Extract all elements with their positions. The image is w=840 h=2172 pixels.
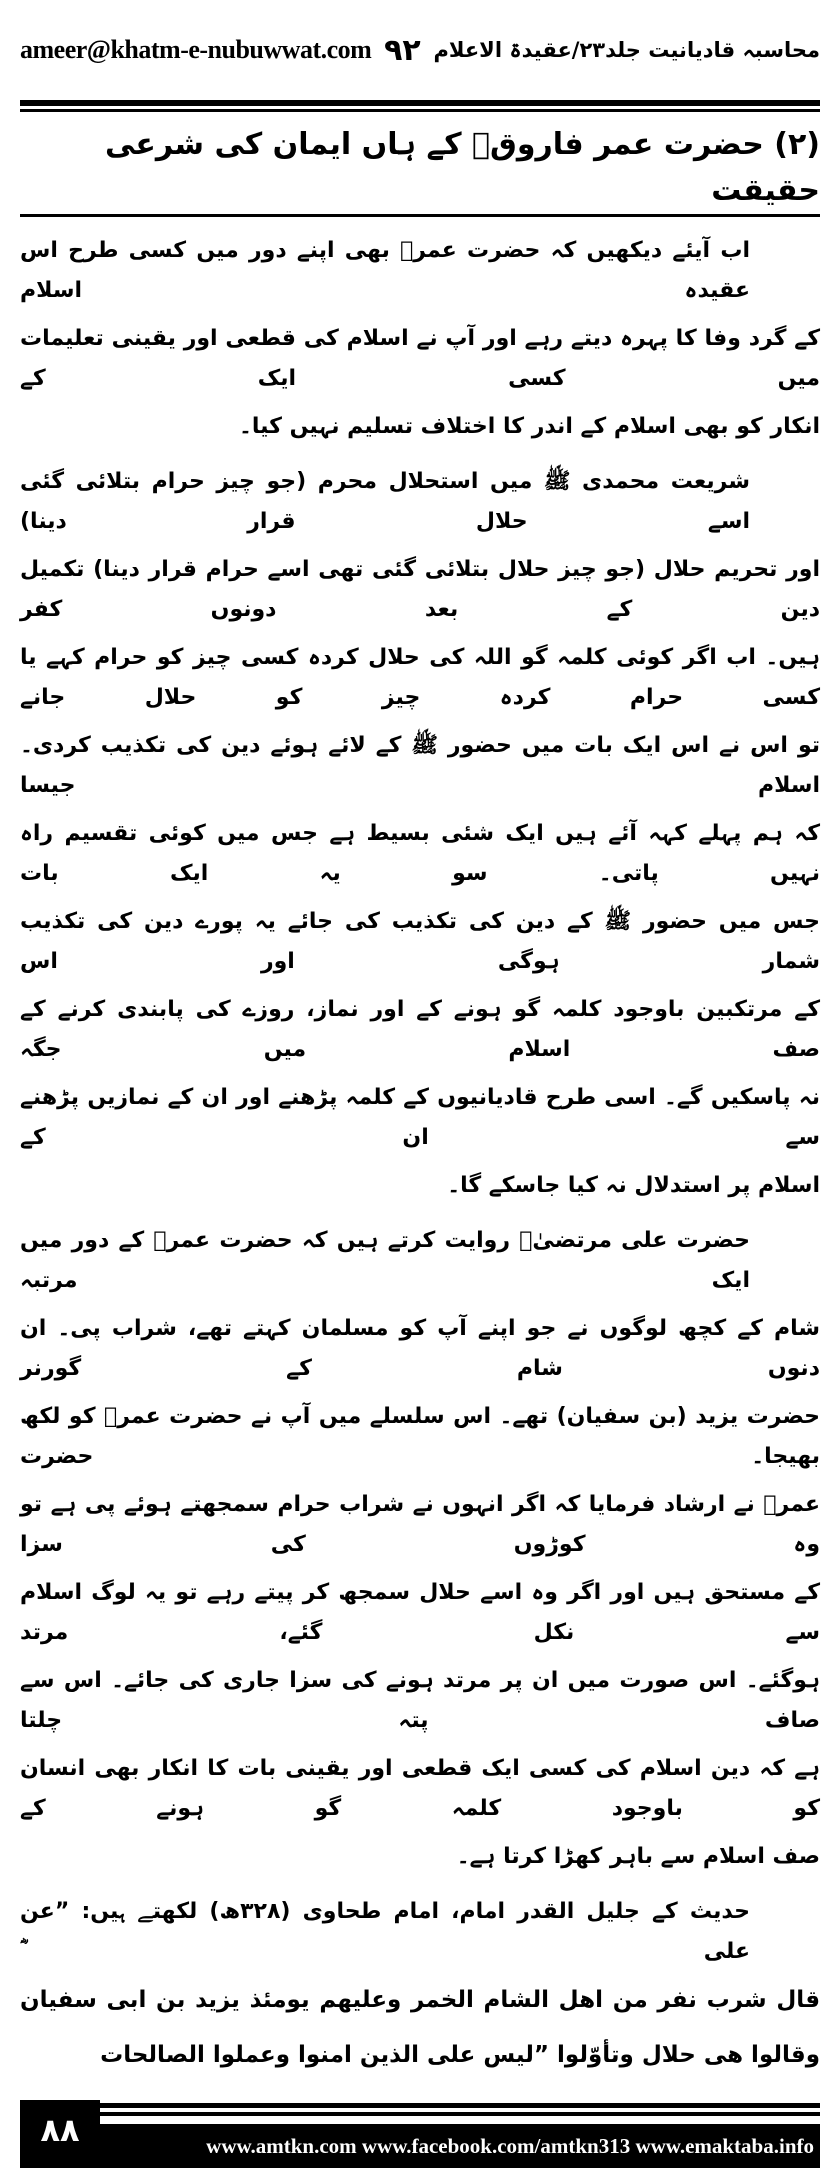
text-line: ہیں۔ اب اگر کوئی کلمہ گو اللہ کی حلال کردہ کسی چیز کو حرام کہے یا کسی حرام کردہ چیز کو حلال جانے xyxy=(20,645,820,710)
footer-rule xyxy=(100,2103,820,2108)
header-page-number: ۹۲ xyxy=(384,32,421,68)
text-line: حضرت علی مرتضیٰؓ روایت کرتے ہیں کہ حضرت عمرؓ کے دور میں ایک مرتبہ xyxy=(20,1228,750,1293)
body-text xyxy=(20,223,820,2082)
page xyxy=(20,0,820,2172)
text-line: اور تحریم حلال (جو چیز حلال بتلائی گئی تھی اسے حرام قرار دینا) تکمیل دین کے بعد دونوں کفر xyxy=(20,557,820,622)
text-line: کے مرتکبین باوجود کلمہ گو ہونے کے اور نماز، روزے کی پابندی کرنے کے صف اسلام میں جگہ xyxy=(20,997,820,1062)
text-line: کے گرد وفا کا پہرہ دیتے رہے اور آپ نے اسلام کی قطعی اور یقینی تعلیمات میں کسی ایک کے xyxy=(20,326,820,391)
text-line: تو اس نے اس ایک بات میں حضور ﷺ کے لائے ہوئے دین کی تکذیب کردی۔ اسلام جیسا xyxy=(20,733,820,798)
header-rule-thick xyxy=(20,100,820,106)
page-footer xyxy=(20,2100,820,2168)
text-line: ہے کہ دین اسلام کی کسی ایک قطعی اور یقینی بات کا انکار بھی انسان کو باوجود کلمہ گو ہونے کے xyxy=(20,1756,820,1821)
text-line: حضرت یزید (بن سفیان) تھے۔ اس سلسلے میں آپ نے حضرت عمرؓ کو لکھ بھیجا۔ حضرت xyxy=(20,1404,820,1469)
title-wrap xyxy=(20,122,820,217)
footer-links: www.amtkn.com www.facebook.com/amtkn313 www.emaktaba.info xyxy=(100,2124,820,2168)
text-line: ہوگئے۔ اس صورت میں ان پر مرتد ہونے کی سزا جاری کی جائے۔ اس سے صاف پتہ چلتا xyxy=(20,1668,820,1733)
text-line: نہ پاسکیں گے۔ اسی طرح قادیانیوں کے کلمہ پڑھنے اور ان کے نمازیں پڑھنے سے ان کے xyxy=(20,1085,820,1150)
text-line: اسلام پر استدلال نہ کیا جاسکے گا۔ xyxy=(447,1173,820,1198)
footer-rule xyxy=(100,2112,820,2116)
text-line: قال شرب نفر من اهل الشام الخمر وعليهم يومئذ يزيد بن ابی سفيان xyxy=(20,1987,820,2013)
text-line: عمرؓ نے ارشاد فرمایا کہ اگر انہوں نے شراب حرام سمجھتے ہوئے پی ہے تو وہ کوڑوں کی سزا xyxy=(20,1492,820,1557)
footer-page-number: ۸۸ xyxy=(20,2100,100,2168)
text-line: انکار کو بھی اسلام کے اندر کا اختلاف تسلیم نہیں کیا۔ xyxy=(238,414,820,439)
text-line: حدیث کے جلیل القدر امام، امام طحاوی (۳۲۸ھ) لکھتے ہیں: ”عن علی ؓ xyxy=(20,1899,750,1964)
text-line: شریعت محمدی ﷺ میں استحلال محرم (جو چیز حرام بتلائی گئی اسے حلال قرار دینا) xyxy=(20,469,750,534)
text-line: وقالوا هی حلال وتأوّلوا ”ليس على الذين امنوا وعملوا الصالحات xyxy=(100,2042,820,2068)
text-line: کہ ہم پہلے کہہ آئے ہیں ایک شئی بسیط ہے جس میں کوئی تقسیم راہ نہیں پاتی۔ سو یہ ایک بات xyxy=(20,821,820,886)
footer-right xyxy=(100,2100,820,2168)
text-line: جس میں حضور ﷺ کے دین کی تکذیب کی جائے یہ پورے دین کی تکذیب شمار ہوگی اور اس xyxy=(20,909,820,974)
text-line: صف اسلام سے باہر کھڑا کرتا ہے۔ xyxy=(456,1844,820,1869)
text-line: کے مستحق ہیں اور اگر وہ اسے حلال سمجھ کر پیتے رہے تو یہ لوگ اسلام سے نکل گئے، مرتد xyxy=(20,1580,820,1645)
text-line: شام کے کچھ لوگوں نے جو اپنے آپ کو مسلمان کہتے تھے، شراب پی۔ ان دنوں شام کے گورنر xyxy=(20,1316,820,1381)
header-email: ameer@khatm-e-nubuwwat.com xyxy=(20,35,372,64)
header-rule-thin xyxy=(20,109,820,112)
text-line: اب آیئے دیکھیں کہ حضرت عمرؓ بھی اپنے دور میں کسی طرح اس عقیدہ اسلام xyxy=(20,238,750,303)
header-book-title: محاسبہ قادیانیت جلد۲۳/عقیدۃ الاعلام xyxy=(433,38,820,62)
section-title: (۲) حضرت عمر فاروقؓ کے ہاں ایمان کی شرعی حقیقت xyxy=(20,122,820,217)
page-header xyxy=(20,10,820,90)
